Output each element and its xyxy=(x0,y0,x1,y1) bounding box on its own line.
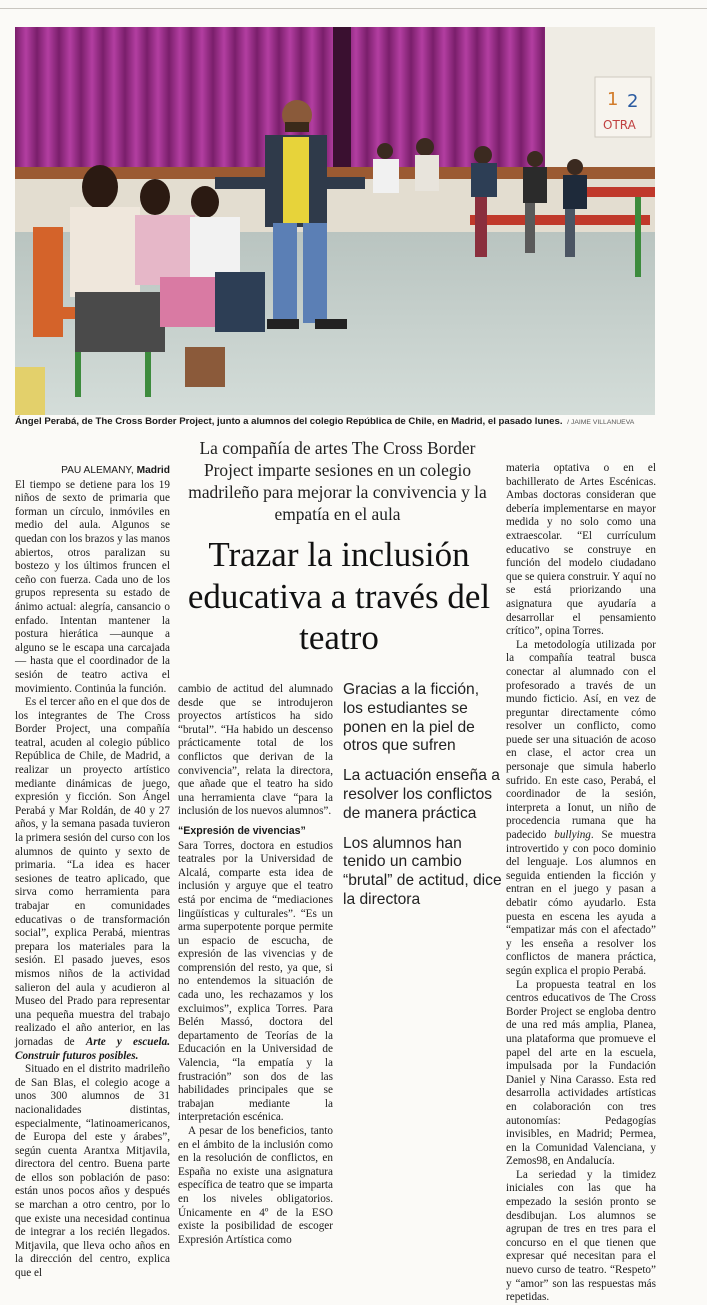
pull-quote: La actuación enseña a resolver los conflictos de manera práctica xyxy=(343,767,500,822)
paragraph: Sara Torres, doctora en estudios teatrales por la Universidad de Alcalá, comparte esta idea de inclusión y arguye que el teatro está por encima de “mediaciones lingüísticas y culturales”. “Es un arma superpotente porque permite un espacio de escucha, de expresión de las vivencias y de comprensión del resto, ya que, si no entendemos la situación de cada uno, les rechazamos y los excluimos”, explica Torres. Para Belén Massó, doctora del departamento de Teorías de la Educación en la Universidad de Valencia, “la empatía y la frustración” son dos de las habilidades principales que se trabajan mediante la interpretación escénica. xyxy=(178,839,333,1124)
term-bullying: bullying xyxy=(554,829,591,842)
byline xyxy=(15,464,170,478)
photo-credit: / JAIME VILLANUEVA xyxy=(567,419,635,426)
pull-quote: Gracias a la ficción, los estudiantes se ponen en la piel de otros que sufren xyxy=(343,681,480,755)
paragraph: cambio de actitud del alumnado desde que se introdujeron proyectos artísticos ha sido “brutal”. “Ha habido un descenso prácticamente total de los conflictos que derivan de la convivencia”, relata la directora, que añade que el teatro ha sido una herramienta clave “para la inclusión de los nuevos alumnos”. xyxy=(178,683,333,818)
photo-caption xyxy=(15,416,675,427)
paragraph: Es el tercer año en el que dos de los integrantes de The Cross Border Project, una compañía teatral, acuden al colegio público República de Chile, de Madrid, a realizar un proyecto artístico mediante dinámicas de juego, expresión y ficción. Son Ángel Perabá y Mar Roldán, de 40 y 27 años, y la semana pasada tuvieron la primera sesión del curso con los alumnos de quinto y sexto de primaria. “La idea es hacer sesiones de teatro aplicado, que sirva como herramienta para trabajar en comunidades educativas o de transformación social”, explica Perabá, mientras prepara los materiales para la sesión. El pasado jueves, esos mismos niños de la actividad salieron del aula y acudieron al Museo del Prado para representar una pequeña muestra del trabajo realizado el año anterior, en las jornadas de Arte y escuela. Construir futuros posibles. xyxy=(15,696,170,1062)
byline-author: PAU ALEMANY, xyxy=(61,465,134,476)
event-name: Arte y escuela. Construir futuros posibles. xyxy=(15,1035,170,1062)
pull-quotes xyxy=(343,681,503,921)
svg-text:OTRA: OTRA xyxy=(603,118,636,132)
article-column-1 xyxy=(15,464,170,1281)
article-headline: Trazar la inclusión educativa a través del teatro xyxy=(187,535,491,657)
pull-quote: Los alumnos han tenido un cambio “brutal” de actitud, dice la directora xyxy=(343,834,502,908)
svg-text:1: 1 xyxy=(607,89,619,110)
byline-city: Madrid xyxy=(136,465,170,476)
svg-text:2: 2 xyxy=(627,91,639,112)
article-column-2 xyxy=(178,683,333,1247)
paragraph: El tiempo se detiene para los 19 niños de sexto de primaria que forman un círculo, inmóviles en medio del aula. Algunos se quedan con los brazos y las manos abiertos, otros paralizan su bostezo y los últimos fruncen el ceño con fuerza. Cada uno de los grupos representa su estado de ánimo actual: alegría, cansancio o enfado. Intentan mantener la postura hierática —aunque a alguno se le escapa una carcajada— hasta que el coordinador de la sesión de teatro activa el movimiento. Continúa la función. xyxy=(15,478,170,695)
paragraph: Situado en el distrito madrileño de San Blas, el colegio acoge a unos 300 alumnos de 31 nacionalidades distintas, especialmente, “latinoamericanos, de Europa del este y árabes”, según cuenta Arantxa Mitjavila, directora del centro. Buena parte de ellos son población de paso: están unos pocos años y después se marchan a otro centro, por lo que existe una necesidad continua de integrar a los recién llegados. Mitjavila, que lleva ocho años en la dirección del centro, explica que el xyxy=(15,1063,170,1280)
section-subhead: “Expresión de vivencias” xyxy=(178,824,306,837)
paragraph: A pesar de los beneficios, tanto en el ámbito de la inclusión como en la resolución de conflictos, en España no existe una asignatura específica de teatro que se imparta en los niveles obligatorios. Únicamente en 4º de la ESO existe la posibilidad de escoger Expresión Artística como xyxy=(178,1125,333,1246)
page-top-rule xyxy=(0,8,707,9)
paragraph: La propuesta teatral en los centros educativos de The Cross Border Project se engloba dentro de una red más amplia, Planea, una plataforma que promueve el papel del arte en la escuela, impulsada por la Fundación Daniel y Nina Carasso. Esta red desarrolla actividades artísticas en colaboración con tres autonomías: Pedagogías invisibles, en Madrid; Permea, en la Comunidad Valenciana, y Zemos98, en Andalucía. xyxy=(506,978,656,1168)
caption-text: Ángel Perabá, de The Cross Border Project, junto a alumnos del colegio República de Chile, en Madrid, el pasado lunes. xyxy=(15,416,563,427)
board-sign xyxy=(595,77,651,137)
paragraph: La seriedad y la timidez iniciales con las que ha empezado la sesión pronto se desdibujan. Los alumnos se agrupan de tres en tres para el concurso en el que tienen que expresar qué necesitan para el nuevo curso de teatro. “Respeto” y “amor” son las respuestas más repetidas. xyxy=(506,1168,656,1304)
article-photo xyxy=(15,27,655,415)
paragraph: La metodología utilizada por la compañía teatral busca conectar al alumnado con el profesorado a través de un mundo ficticio. Así, en vez de preguntar directamente cómo resolver un conflicto, como puede ser una situación de acoso en clase, el actor crea un personaje que simula haberlo sufrido. En este caso, Perabá, el coordinador de la sesión, interpreta a Ionut, un niño de procedencia rumana que ha padecido bullying. Se muestra introvertido y con poco dominio del lenguaje. Los alumnos en seguida entienden la ficción y entran en el juego y pasan a debatir cómo ayudarlo. Esta puesta en escena les ayuda a “empatizar más con el afectado” y les enseña a resolver los conflictos de manera práctica, según explica el propio Perabá. xyxy=(506,638,656,977)
paragraph: materia optativa o en el bachillerato de Artes Escénicas. Ambas doctoras consideran que debería implementarse en mayor medida y no solo como una extraescolar. “El currículum educativo se construye en función del modelo ciudadano que se quiera construir. Y aquí no se está priorizando una asignatura que ayudaría a desarrollar el pensamiento crítico”, opina Torres. xyxy=(506,462,656,638)
article-deck: La compañía de artes The Cross Border Project imparte sesiones en un colegio madrileño para mejorar la convivencia y la empatía en el aula xyxy=(188,438,487,524)
article-column-4 xyxy=(506,462,656,1305)
